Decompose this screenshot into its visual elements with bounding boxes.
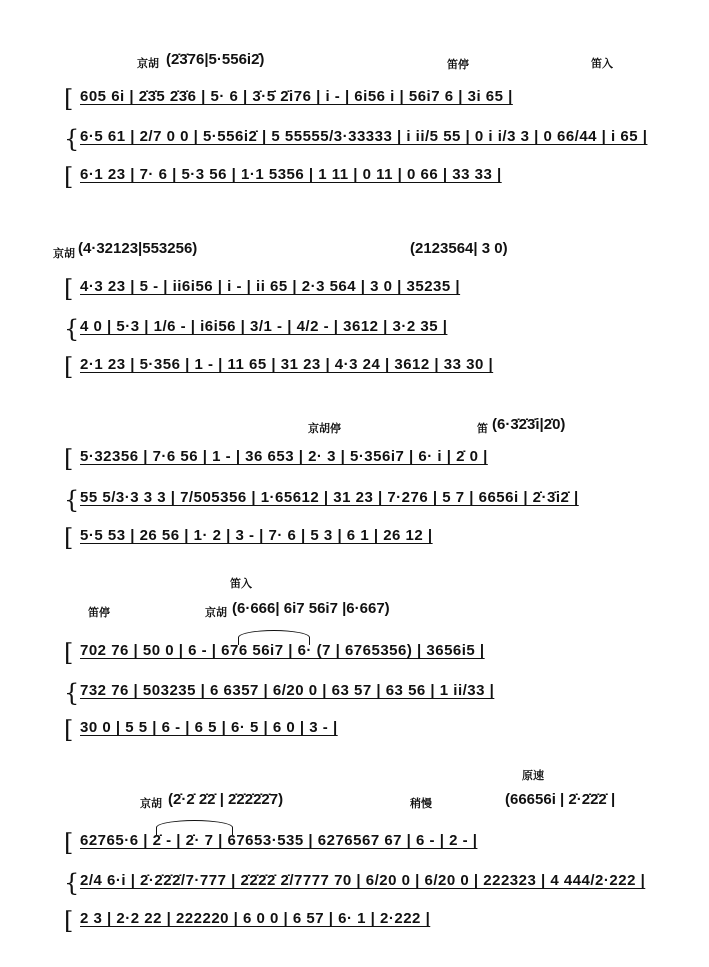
notation-line: 5·5 53 | 26 56 | 1· 2 | 3 - | 7· 6 | 5 3 | 6 1 | 26 12 |	[80, 527, 433, 544]
staff-row	[64, 353, 665, 384]
staff-row	[64, 275, 665, 306]
cue-tempo-5: (66656i | 2̇·2̇2̇2̇ |	[505, 791, 616, 808]
cue-di-3: (6·3̇2̇3̇i|2̇0)	[492, 416, 566, 433]
brace-icon: [	[64, 445, 74, 473]
staff-row	[64, 315, 665, 346]
brace-icon: {	[64, 869, 80, 897]
brace-icon: {	[64, 125, 80, 153]
staff-row	[64, 907, 665, 938]
notation-line: 605 6i | 2̇3̇5 2̇3̇6 | 5· 6 | 3̇·5̇ 2̇i76 | i - | 6i56 i | 56i7 6 | 3i 65 |	[80, 88, 513, 105]
notation-line: 732 76 | 503235 | 6 6357 | 6/20 0 | 63 57 | 63 56 | 1 ii/33 |	[80, 682, 495, 699]
brace-icon: [	[64, 85, 74, 113]
staff-row	[64, 163, 665, 194]
brace-icon: {	[64, 679, 80, 707]
label-jinghu: 京胡	[205, 606, 227, 619]
notation-line: 5·32356 | 7·6 56 | 1 - | 36 653 | 2· 3 | 5·356i7 | 6· i | 2̇ 0 |	[80, 448, 488, 465]
label-yuansu: 原速	[522, 769, 544, 782]
notation-line: 2·1 23 | 5·356 | 1 - | 11 65 | 31 23 | 4·3 24 | 3612 | 33 30 |	[80, 356, 494, 373]
label-di-ru: 笛入	[591, 57, 613, 70]
label-di: 笛	[477, 422, 488, 435]
brace-icon: [	[64, 524, 74, 552]
brace-icon: [	[64, 829, 74, 857]
staff-row	[64, 524, 665, 555]
cue-jinghu-4: (6·666| 6i7 56i7 |6·667)	[232, 600, 390, 617]
staff-row	[64, 85, 665, 116]
staff-row	[64, 869, 665, 900]
label-jinghu-ting: 京胡停	[308, 422, 341, 435]
notation-line: 2/4 6·i | 2̇·2̇2̇2̇/7·777 | 2̇2̇2̇2̇ 2̇/7777 70 | 6/20 0 | 6/20 0 | 222323 | 4 444/2·222 |	[80, 872, 646, 889]
brace-icon: [	[64, 353, 74, 381]
label-shaoman: 稍慢	[410, 797, 432, 810]
staff-row	[64, 125, 665, 156]
notation-line: 4 0 | 5·3 | 1/6 - | i6i56 | 3/1 - | 4/2 - | 3612 | 3·2 35 |	[80, 318, 448, 335]
label-jinghu: 京胡	[137, 57, 159, 70]
brace-icon: {	[64, 486, 80, 514]
notation-line: 4·3 23 | 5 - | ii6i56 | i - | ii 65 | 2·3 564 | 3 0 | 35235 |	[80, 278, 461, 295]
brace-icon: [	[64, 163, 74, 191]
label-di-ting: 笛停	[88, 606, 110, 619]
brace-icon: [	[64, 716, 74, 744]
notation-line: 6·5 61 | 2/7 0 0 | 5·556i2̇ | 5 55555/3·33333 | i ii/5 55 | 0 i i/3 3 | 0 66/44 | i 65 |	[80, 128, 648, 145]
label-di-ru: 笛入	[230, 577, 252, 590]
staff-row	[64, 679, 665, 710]
brace-icon: [	[64, 639, 74, 667]
cue-ensemble-2: (2123564| 3 0)	[410, 240, 508, 257]
brace-icon: [	[64, 907, 74, 935]
cue-jinghu-5: (2̇·2̇ 2̇2̇ | 2̇2̇2̇2̇2̇7)	[168, 791, 284, 808]
staff-row	[64, 829, 665, 860]
staff-row	[64, 639, 665, 670]
notation-line: 6·1 23 | 7· 6 | 5·3 56 | 1·1 5356 | 1 11 | 0 11 | 0 66 | 33 33 |	[80, 166, 502, 183]
cue-jinghu-intro: (2̇3̇76|5·556i2̇)	[166, 51, 265, 68]
staff-row	[64, 445, 665, 476]
notation-line: 62765·6 | 2̇ - | 2̇· 7 | 67653·535 | 6276567 67 | 6 - | 2 - |	[80, 832, 478, 849]
staff-row	[64, 486, 665, 517]
label-di-ting: 笛停	[447, 58, 469, 71]
notation-line: 30 0 | 5 5 | 6 - | 6 5 | 6· 5 | 6 0 | 3 - |	[80, 719, 338, 736]
label-jinghu: 京胡	[53, 247, 75, 260]
brace-icon: {	[64, 315, 80, 343]
brace-icon: [	[64, 275, 74, 303]
label-jinghu: 京胡	[140, 797, 162, 810]
cue-jinghu-2: (4·32123|553256)	[78, 240, 198, 257]
notation-line: 2 3 | 2·2 22 | 222220 | 6 0 0 | 6 57 | 6· 1 | 2·222 |	[80, 910, 431, 927]
staff-row	[64, 716, 665, 747]
notation-line: 702 76 | 50 0 | 6 - | 676 56i7 | 6· (7 | 6765356) | 3656i5 |	[80, 642, 485, 659]
notation-line: 55 5/3·3 3 3 | 7/505356 | 1·65612 | 31 23 | 7·276 | 5 7 | 6656i | 2̇·3̇i2̇ |	[80, 489, 579, 506]
